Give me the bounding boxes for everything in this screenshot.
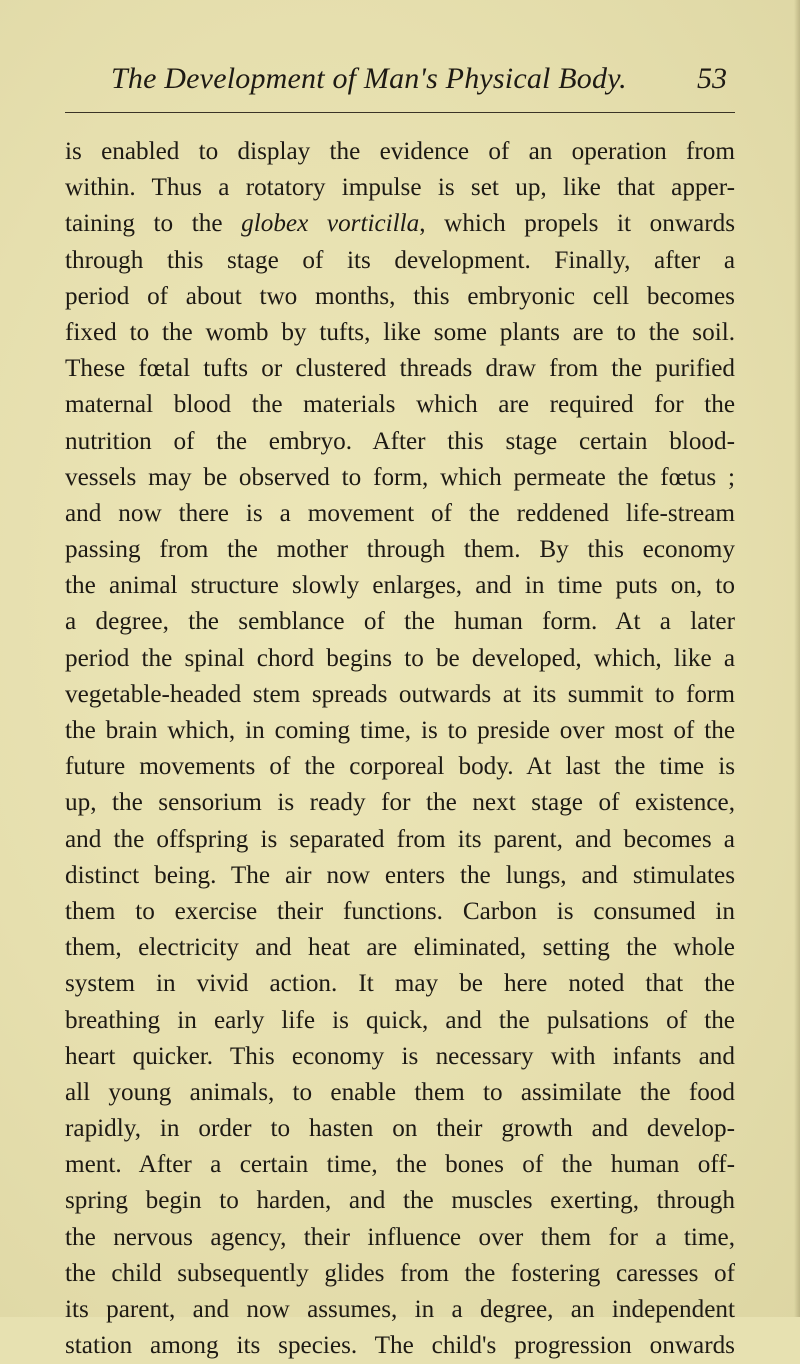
- text-line: system in vivid action. It may be here noted that the: [65, 970, 735, 998]
- text-line: vegetable-headed stem spreads outwards at its summit to form: [65, 680, 735, 708]
- text-line: vessels may be observed to form, which permeate the fœtus ;: [65, 463, 735, 491]
- text-line: passing from the mother through them. By this economy: [65, 536, 735, 564]
- running-title: The Development of Man's Physical Body.: [111, 62, 627, 95]
- text-line: is enabled to display the evidence of an operation from: [65, 138, 735, 165]
- text-line: and the offspring is separated from its parent, and becomes a: [65, 825, 735, 853]
- text-line: rapidly, in order to hasten on their growth and develop-: [65, 1115, 735, 1143]
- text-line: spring begin to harden, and the muscles exerting, through: [65, 1187, 735, 1215]
- text-line: its parent, and now assumes, in a degree, an independent: [65, 1296, 735, 1323]
- text-line: station among its species. The child's progression onwards: [65, 1332, 735, 1360]
- text-line: future movements of the corporeal body. At last the time is: [65, 753, 735, 781]
- text-line-end: , which propels it onwards: [419, 210, 735, 238]
- text-line: the animal structure slowly enlarges, and in time puts on, to: [65, 572, 735, 600]
- species-name: globex vorticilla: [241, 210, 420, 238]
- text-line: nutrition of the embryo. After this stage certain blood-: [65, 427, 735, 455]
- text-line: [65, 206, 735, 242]
- text-line: the nervous agency, their influence over them for a time,: [65, 1223, 735, 1251]
- text-line: ment. After a certain time, the bones of the human off-: [65, 1151, 735, 1179]
- text-line: a degree, the semblance of the human form. At a later: [65, 608, 735, 636]
- page-header: [65, 62, 735, 106]
- text-line: the brain which, in coming time, is to preside over most of the: [65, 717, 735, 744]
- text-line: all young animals, to enable them to assimilate the food: [65, 1078, 735, 1106]
- text-line: distinct being. The air now enters the lungs, and stimulates: [65, 861, 735, 889]
- page-number: 53: [697, 62, 727, 95]
- text-line: within. Thus a rotatory impulse is set up, like that apper-: [65, 174, 735, 202]
- text-line-start: taining to the: [65, 210, 242, 238]
- header-rule: [65, 112, 735, 113]
- text-line: the child subsequently glides from the fostering caresses of: [65, 1259, 735, 1287]
- text-line: period the spinal chord begins to be developed, which, like a: [65, 644, 735, 672]
- text-line: through this stage of its development. Finally, after a: [65, 246, 735, 274]
- text-line: them to exercise their functions. Carbon is consumed in: [65, 897, 735, 925]
- text-line: period of about two months, this embryonic cell becomes: [65, 282, 735, 310]
- text-line: fixed to the womb by tufts, like some plants are to the soil.: [65, 318, 735, 346]
- text-line: them, electricity and heat are eliminated, setting the whole: [65, 934, 735, 962]
- text-line: maternal blood the materials which are required for the: [65, 391, 735, 419]
- text-line: and now there is a movement of the reddened life-stream: [65, 499, 735, 527]
- text-line: breathing in early life is quick, and the pulsations of the: [65, 1006, 735, 1034]
- page-edge-shadow: [794, 0, 800, 1317]
- text-line: These fœtal tufts or clustered threads draw from the purified: [65, 355, 735, 383]
- text-line: up, the sensorium is ready for the next stage of existence,: [65, 789, 735, 817]
- text-line: heart quicker. This economy is necessary with infants and: [65, 1042, 735, 1070]
- body-text: [65, 134, 735, 1364]
